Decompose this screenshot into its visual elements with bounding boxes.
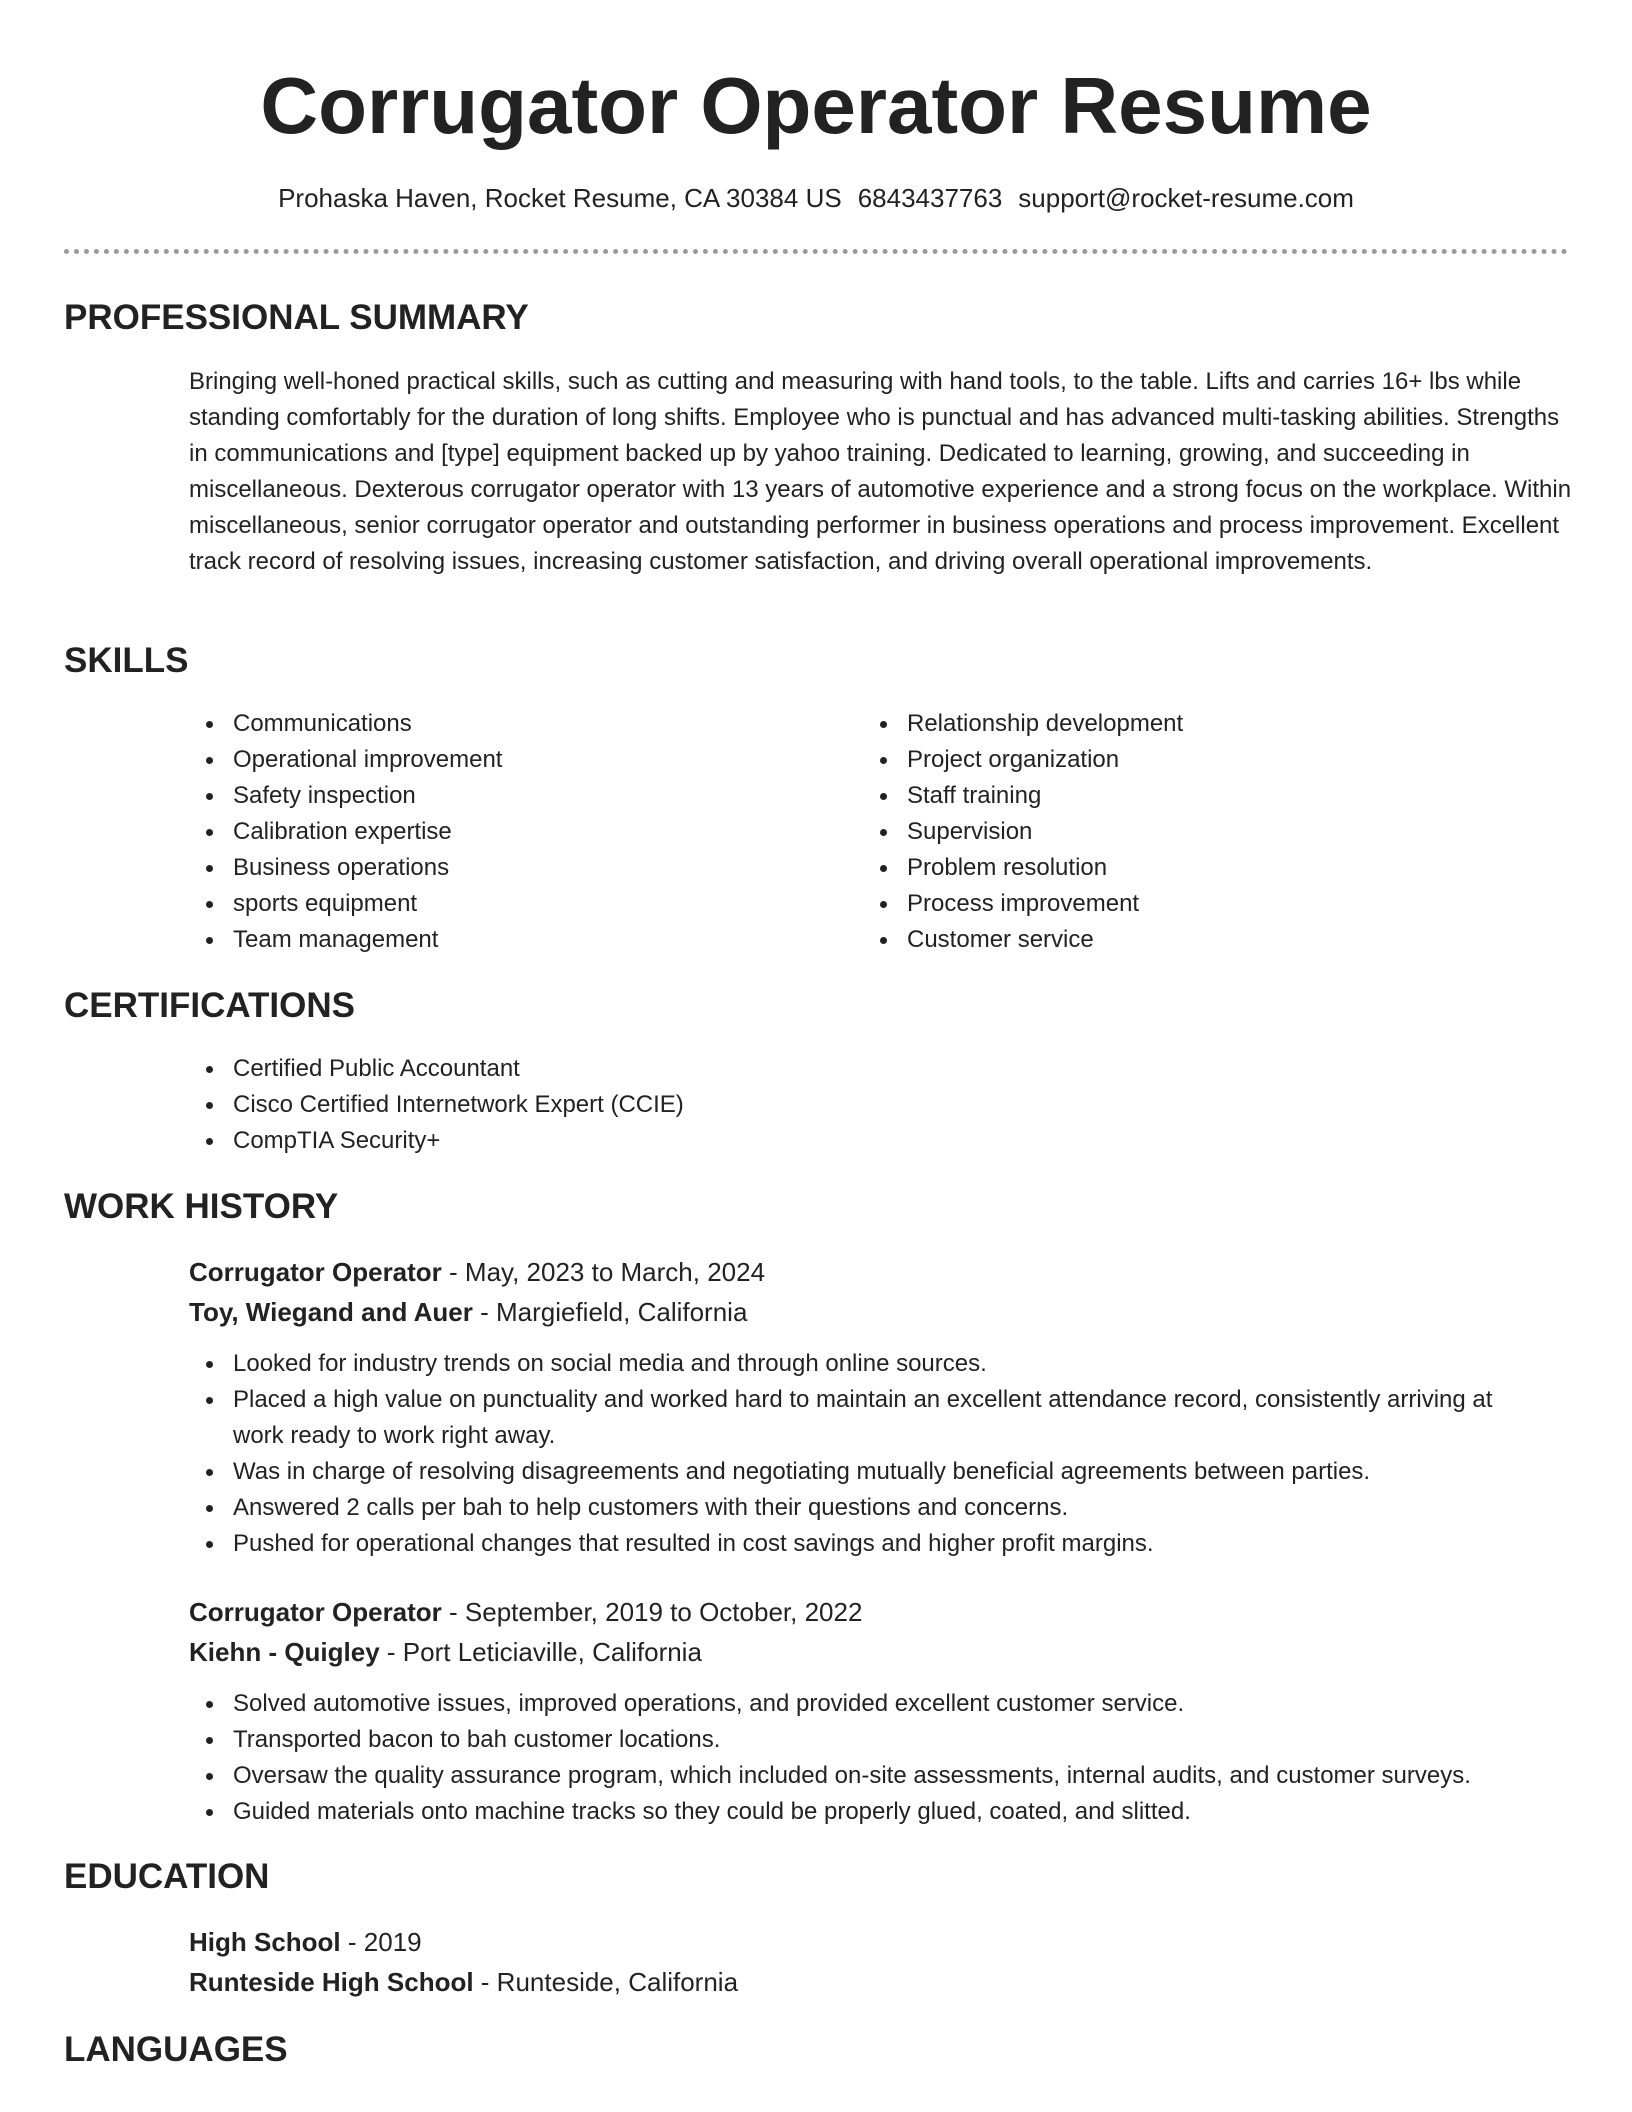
job-bullet: Transported bacon to bah customer locations.: [189, 1722, 1579, 1758]
job-bullet: Was in charge of resolving disagreements and negotiating mutually beneficial agreements between parties.: [189, 1454, 1549, 1490]
job-location: - Port Leticiaville, California: [379, 1637, 702, 1667]
certifications-heading: CERTIFICATIONS: [64, 986, 356, 1025]
job-location: - Margiefield, California: [472, 1297, 748, 1327]
skill-item: Customer service: [863, 922, 1563, 958]
certifications-list: [189, 1051, 1569, 1159]
contact-email: support@rocket-resume.com: [1018, 183, 1354, 213]
skill-item: Project organization: [863, 742, 1563, 778]
certification-item: CompTIA Security+: [189, 1123, 1569, 1159]
job-bullet: Answered 2 calls per bah to help customers with their questions and concerns.: [189, 1490, 1549, 1526]
summary-text: Bringing well-honed practical skills, such as cutting and measuring with hand tools, to the table. Lifts and carries 16+ lbs while standing comfortably for the duration of long shifts. Employee who is punctual and has advanced multi-tasking abilities. Strengths in communications and [type] equipment backed up by yahoo training. Dedicated to learning, growing, and succeeding in miscellaneous. Dexterous corrugator operator with 13 years of automotive experience and a strong focus on the workplace. Within miscellaneous, senior corrugator operator and outstanding performer in business operations and process improvement. Excellent track record of resolving issues, increasing customer satisfaction, and driving overall operational improvements.: [189, 368, 1572, 575]
job-entry: [189, 1592, 1579, 1672]
contact-line: [0, 180, 1632, 216]
header-divider: [64, 249, 1568, 254]
skill-item: Operational improvement: [189, 742, 829, 778]
job-bullet: Placed a high value on punctuality and worked hard to maintain an excellent attendance record, consistently arriving at work ready to work right away.: [189, 1382, 1549, 1454]
skill-item: sports equipment: [189, 886, 829, 922]
education-year: - 2019: [340, 1927, 422, 1957]
skill-item: Process improvement: [863, 886, 1563, 922]
job-bullets: [189, 1346, 1549, 1562]
job-bullets: [189, 1686, 1579, 1830]
job-title-line: [189, 1592, 1579, 1632]
skill-item: Relationship development: [863, 706, 1563, 742]
skill-item: Communications: [189, 706, 829, 742]
skill-item: Supervision: [863, 814, 1563, 850]
job-bullet: Looked for industry trends on social media and through online sources.: [189, 1346, 1549, 1382]
skills-list-left: [189, 706, 829, 958]
education-entry: [189, 1922, 1579, 2002]
job-company-line: [189, 1632, 1579, 1672]
contact-phone: 6843437763: [857, 183, 1003, 213]
job-company-line: [189, 1292, 1579, 1332]
education-degree-line: [189, 1922, 1579, 1962]
job-bullet: Oversaw the quality assurance program, which included on-site assessments, internal audits, and customer surveys.: [189, 1758, 1579, 1794]
skill-item: Problem resolution: [863, 850, 1563, 886]
education-school: Runteside High School: [189, 1967, 474, 1997]
job-company: Toy, Wiegand and Auer: [189, 1297, 473, 1327]
skill-item: Calibration expertise: [189, 814, 829, 850]
skills-list-right: [863, 706, 1563, 958]
skill-item: Team management: [189, 922, 829, 958]
education-heading: EDUCATION: [64, 1857, 270, 1896]
skill-item: Staff training: [863, 778, 1563, 814]
certification-item: Cisco Certified Internetwork Expert (CCIE): [189, 1087, 1569, 1123]
job-bullet: Guided materials onto machine tracks so they could be properly glued, coated, and slitted.: [189, 1794, 1579, 1830]
skills-heading: SKILLS: [64, 641, 189, 680]
certification-item: Certified Public Accountant: [189, 1051, 1569, 1087]
resume-title: Corrugator Operator Resume: [260, 61, 1372, 150]
job-company: Kiehn - Quigley: [189, 1637, 380, 1667]
education-degree: High School: [189, 1927, 341, 1957]
job-entry: [189, 1252, 1579, 1332]
languages-heading: LANGUAGES: [64, 2030, 288, 2069]
job-title: Corrugator Operator: [189, 1597, 442, 1627]
work-history-heading: WORK HISTORY: [64, 1187, 339, 1226]
job-bullet: Solved automotive issues, improved operations, and provided excellent customer service.: [189, 1686, 1579, 1722]
job-dates: - September, 2019 to October, 2022: [441, 1597, 863, 1627]
job-title-line: [189, 1252, 1579, 1292]
skill-item: Business operations: [189, 850, 829, 886]
job-dates: - May, 2023 to March, 2024: [441, 1257, 766, 1287]
summary-heading: PROFESSIONAL SUMMARY: [64, 298, 529, 337]
education-location: - Runteside, California: [473, 1967, 739, 1997]
contact-address: Prohaska Haven, Rocket Resume, CA 30384 US: [278, 183, 842, 213]
education-school-line: [189, 1962, 1579, 2002]
skill-item: Safety inspection: [189, 778, 829, 814]
job-bullet: Pushed for operational changes that resulted in cost savings and higher profit margins.: [189, 1526, 1549, 1562]
job-title: Corrugator Operator: [189, 1257, 442, 1287]
